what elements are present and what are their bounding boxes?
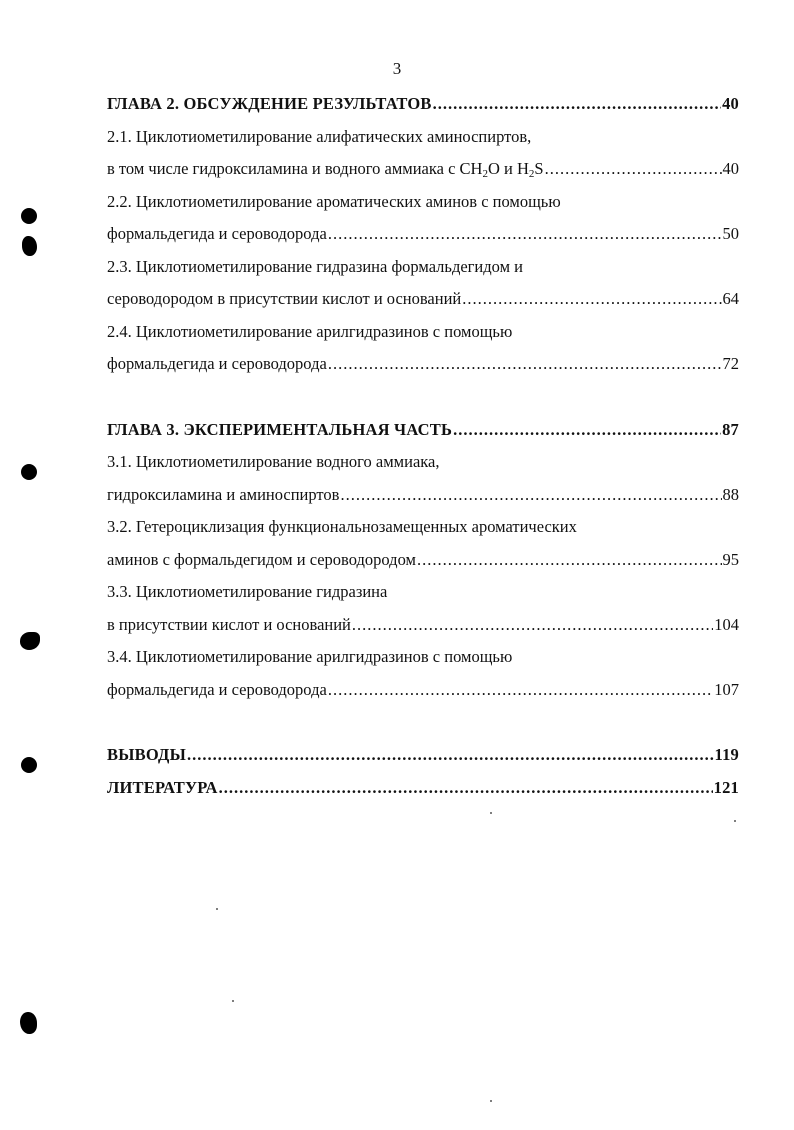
scan-speck [216,908,218,910]
toc-page-number: 104 [714,614,739,634]
toc-page-number: 50 [722,224,739,243]
punch-hole-mark [21,757,37,773]
toc-entry-text: формальдегида и сероводорода [107,224,327,243]
toc-section-3-3-line1[interactable] [107,576,739,609]
toc-entry-text: 2.4. Циклотиометилирование арилгидразинов с помощью [107,321,513,341]
page-number: 3 [392,59,402,78]
toc-section-3-4-line2[interactable] [107,674,739,707]
ink-blot-mark [20,632,40,650]
leader-dots [453,414,721,447]
toc-page-number: 40 [722,159,739,178]
toc-entry-text: 2.1. Циклотиометилирование алифатических аминоспиртов, [107,126,532,146]
toc-entry-text: в присутствии кислот и оснований [107,614,351,634]
scan-speck [490,1100,492,1102]
toc-conclusions[interactable] [107,739,739,772]
toc-entry-text: 2.2. Циклотиометилирование ароматических аминов с помощью [107,191,561,211]
toc-entry-text: аминов с формальдегидом и сероводородом [107,549,416,569]
toc-entry-text: 3.1. Циклотиометилирование водного аммиака, [107,452,440,471]
leader-dots [328,674,713,707]
leader-dots [328,348,722,381]
toc-entry-title: ЛИТЕРАТУРА [107,777,218,797]
toc-entry-text: формальдегида и сероводорода [107,679,327,699]
leader-dots [545,153,722,186]
ink-blot-mark [22,236,37,256]
toc-entry-text: формальдегида и сероводорода [107,354,327,373]
toc-entry-title: ГЛАВА 3. ЭКСПЕРИМЕНТАЛЬНАЯ ЧАСТЬ [107,419,453,439]
leader-dots [433,88,722,121]
punch-hole-mark [21,464,37,480]
toc-entry-text: 3.2. Гетероциклизация функциональнозамещенных ароматических [107,517,577,536]
leader-dots [219,772,713,805]
toc-page-number: 95 [722,549,739,569]
toc-section-3-1-line2[interactable] [107,479,739,512]
toc-entry-text: гидроксиламина и аминоспиртов [107,484,340,504]
toc-page-number: 64 [722,289,739,308]
toc-section-3-2-line2[interactable] [107,544,739,577]
ink-blot-mark [20,1012,37,1034]
leader-dots [340,479,721,512]
toc-section-2-2-line2[interactable] [107,218,739,251]
toc-section-2-1-line2[interactable] [107,153,739,186]
leader-dots [187,739,714,772]
leader-dots [352,609,713,642]
toc-entry-text: 2.3. Циклотиометилирование гидразина формальдегидом и [107,256,523,276]
toc-section-2-4-line2[interactable] [107,348,739,381]
toc-page-number: 40 [722,94,739,113]
scan-speck [490,812,492,814]
toc-section-3-3-line2[interactable] [107,609,739,642]
scan-speck [232,1000,234,1002]
toc-page-number: 88 [722,484,739,504]
leader-dots [417,544,722,577]
toc-page-number: 107 [714,679,739,699]
toc-page-number: 72 [722,354,739,373]
toc-section-3-4-line1[interactable] [107,641,739,674]
table-of-contents [107,88,739,804]
toc-section-2-3-line2[interactable] [107,283,739,316]
toc-chapter-3[interactable] [107,414,739,447]
scan-speck [734,820,736,822]
toc-entry-title: ВЫВОДЫ [107,745,186,764]
leader-dots [328,218,722,251]
toc-entry-text: в том числе гидроксиламина и водного аммиака с $CH_2O$ и $H_2S$ [107,159,544,180]
toc-section-3-2-line1[interactable] [107,511,739,544]
toc-literature[interactable] [107,772,739,805]
toc-section-2-2-line1[interactable] [107,186,739,219]
toc-chapter-2[interactable] [107,88,739,121]
punch-hole-mark [21,208,37,224]
toc-section-2-1-line1[interactable] [107,121,739,154]
toc-section-3-1-line1[interactable] [107,446,739,479]
toc-section-2-4-line1[interactable] [107,316,739,349]
toc-entry-text: 3.4. Циклотиометилирование арилгидразинов с помощью [107,647,513,666]
toc-page-number: 119 [714,745,739,764]
toc-entry-text: 3.3. Циклотиометилирование гидразина [107,582,388,601]
toc-page-number: 87 [722,419,739,439]
toc-entry-text: сероводородом в присутствии кислот и оснований [107,289,462,308]
toc-page-number: 121 [713,777,739,797]
toc-section-2-3-line1[interactable] [107,251,739,284]
leader-dots [462,283,721,316]
toc-entry-title: ГЛАВА 2. ОБСУЖДЕНИЕ РЕЗУЛЬТАТОВ [107,94,432,113]
